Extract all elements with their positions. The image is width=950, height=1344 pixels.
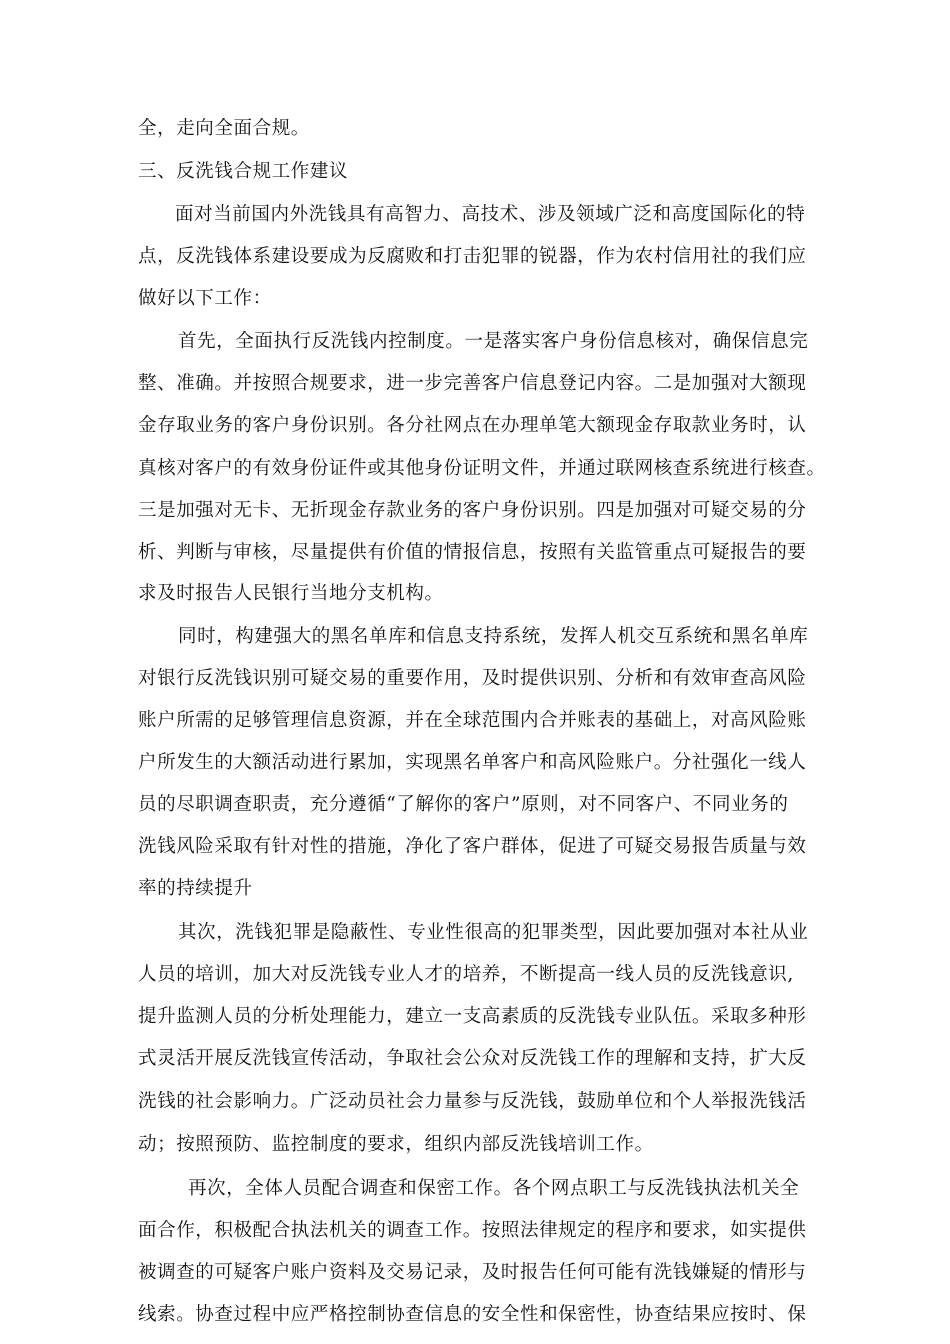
text-line-content: 动；按照预防、监控制度的要求，组织内部反洗钱培训工作。	[138, 1134, 654, 1155]
text-line-content: 洗钱风险采取有针对性的措施，净化了客户群体，促进了可疑交易报告质量与效	[138, 836, 807, 857]
text-line-content: 析、判断与审核，尽量提供有价值的情报信息，按照有关监管重点可疑报告的要	[138, 542, 807, 563]
text-line	[0, 830, 950, 864]
text-line	[0, 662, 950, 696]
section-heading	[0, 155, 950, 189]
text-line	[0, 198, 950, 232]
text-line-content: 真核对客户的有效身份证件或其他身份证明文件，并通过联网核查系统进行核查。	[138, 458, 826, 479]
section-heading-text: 三、反洗钱合规工作建议	[138, 161, 349, 182]
text-line-content: 金存取业务的客户身份识别。各分社网点在办理单笔大额现金存取款业务时，认	[138, 415, 807, 436]
text-line-content: 对银行反洗钱识别可疑交易的重要作用，及时提供识别、分析和有效审查高风险	[138, 668, 807, 689]
text-line	[0, 1256, 950, 1290]
text-line-content: 账户所需的足够管理信息资源，并在全球范围内合并账表的基础上，对高风险账	[138, 710, 807, 731]
text-line-content: 员的尽职调查职责，充分遵循“了解你的客户”原则，对不同客户、不同业务的	[138, 794, 789, 815]
text-line-content: 面对当前国内外洗钱具有高智力、高技术、涉及领域广泛和高度国际化的特	[175, 204, 806, 225]
text-line	[0, 367, 950, 401]
text-line-content: 做好以下工作：	[138, 288, 272, 309]
text-line-content: 面合作，积极配合执法机关的调查工作。按照法律规定的程序和要求，如实提供	[138, 1220, 807, 1241]
text-line	[0, 282, 950, 316]
text-line	[0, 1042, 950, 1076]
text-line-content: 被调查的可疑客户账户资料及交易记录，及时报告任何可能有洗钱嫌疑的情形与	[138, 1262, 807, 1283]
text-line-content: 求及时报告人民银行当地分支机构。	[138, 583, 444, 604]
text-line	[0, 788, 950, 822]
text-line	[0, 746, 950, 780]
text-line	[0, 916, 950, 950]
text-line-content: 全，走向全面合规。	[138, 118, 310, 139]
text-line-content: 整、准确。并按照合规要求，进一步完善客户信息登记内容。二是加强对大额现	[138, 373, 807, 394]
text-line	[0, 704, 950, 738]
text-line-content: 户所发生的大额活动进行累加，实现黑名单客户和高风险账户。分社强化一线人	[138, 752, 807, 773]
text-line	[0, 240, 950, 274]
text-line	[0, 536, 950, 570]
text-line-content: 率的持续提升	[138, 878, 253, 899]
text-line	[0, 409, 950, 443]
text-line	[0, 1172, 950, 1206]
text-line-content: 人员的培训，加大对反洗钱专业人才的培养，不断提高一线人员的反洗钱意识,	[138, 964, 794, 985]
text-line-content: 点，反洗钱体系建设要成为反腐败和打击犯罪的锐器，作为农村信用社的我们应	[138, 246, 807, 267]
text-line-content: 式灵活开展反洗钱宣传活动，争取社会公众对反洗钱工作的理解和支持，扩大反	[138, 1048, 807, 1069]
text-line	[0, 452, 950, 486]
text-line	[0, 1298, 950, 1332]
text-line	[0, 1000, 950, 1034]
text-line-content: 其次，洗钱犯罪是隐蔽性、专业性很高的犯罪类型，因此要加强对本社从业	[178, 922, 809, 943]
text-line	[0, 577, 950, 611]
text-line	[0, 958, 950, 992]
text-line	[0, 112, 950, 146]
text-line-content: 首先，全面执行反洗钱内控制度。一是落实客户身份信息核对，确保信息完	[178, 331, 809, 352]
text-line-content: 三是加强对无卡、无折现金存款业务的客户身份识别。四是加强对可疑交易的分	[138, 500, 807, 521]
text-line	[0, 620, 950, 654]
text-line-content: 同时，构建强大的黑名单库和信息支持系统，发挥人机交互系统和黑名单库	[178, 626, 809, 647]
text-line	[0, 325, 950, 359]
text-line	[0, 872, 950, 906]
text-line-content: 洗钱的社会影响力。广泛动员社会力量参与反洗钱，鼓励单位和个人举报洗钱活	[138, 1091, 807, 1112]
text-line-content: 提升监测人员的分析处理能力，建立一支高素质的反洗钱专业队伍。采取多种形	[138, 1006, 807, 1027]
text-line	[0, 1214, 950, 1248]
text-line	[0, 1085, 950, 1119]
text-line-content: 线索。协查过程中应严格控制协查信息的安全性和保密性，协查结果应按时、保	[138, 1304, 807, 1325]
text-line-content: 再次，全体人员配合调查和保密工作。各个网点职工与反洗钱执法机关全	[188, 1178, 800, 1199]
text-line	[0, 1128, 950, 1162]
text-line	[0, 494, 950, 528]
